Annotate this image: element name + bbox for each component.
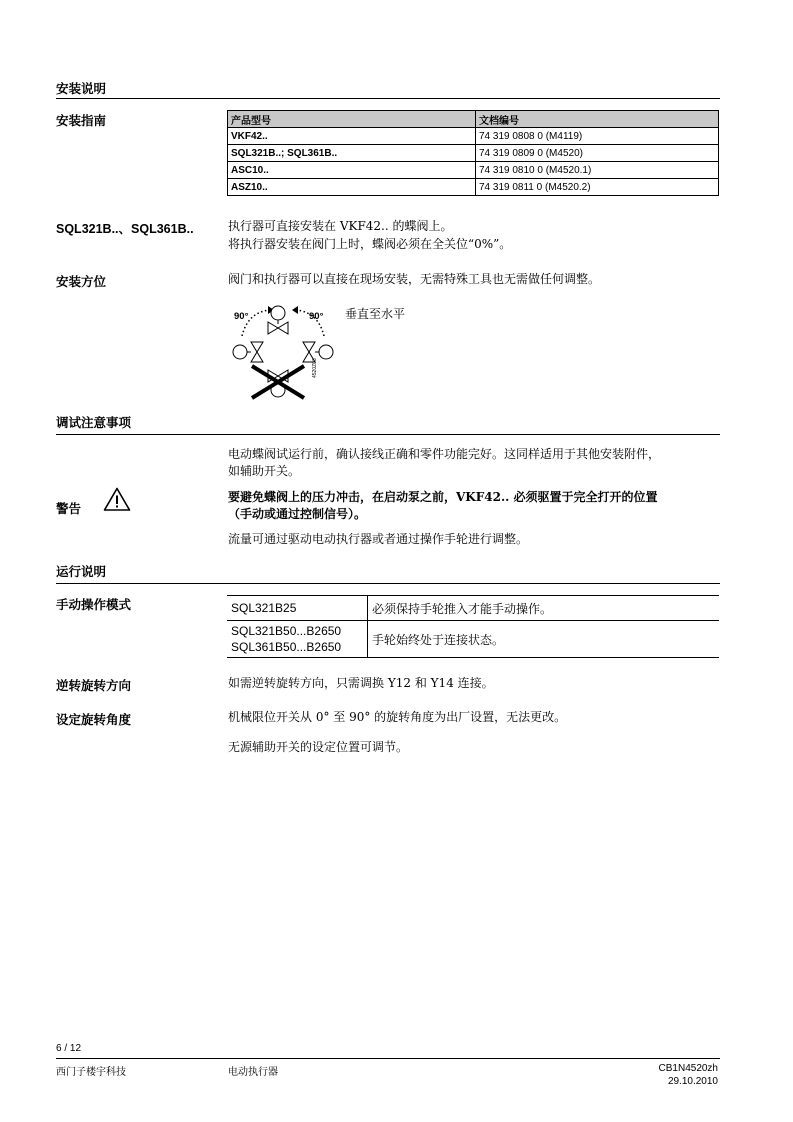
right-arc-arrowhead (292, 306, 298, 314)
table-row (228, 179, 719, 196)
commissioning-text-line2: 如辅助开关。 (228, 464, 301, 478)
model-line: SQL321B25 (231, 601, 297, 615)
cell-docnum: 74 319 0811 0 (M4520.2) (476, 179, 719, 196)
orientation-diagram (228, 300, 338, 400)
section-heading-operation: 运行说明 (56, 565, 107, 579)
cell-model (227, 621, 368, 658)
table-row (228, 145, 719, 162)
commissioning-text-line1: 电动蝶阀试运行前，确认接线正确和零件功能完好。这同样适用于其他安装附件， (228, 447, 661, 461)
left-valve-top (251, 342, 263, 352)
aux-switch-text: 无源辅助开关的设定位置可调节。 (228, 740, 409, 754)
manual-mode-table (227, 595, 719, 658)
top-actuator (271, 306, 285, 320)
section-heading-commissioning: 调试注意事项 (56, 416, 132, 430)
label-warning: 警告 (56, 502, 82, 516)
warning-text-line1: 要避免蝶阀上的压力冲击，在启动泵之前，VKF42.. 必须驱置于完全打开的位置 (228, 490, 658, 504)
top-valve-left (268, 322, 278, 334)
warning-icon (103, 487, 131, 512)
table-row (228, 128, 719, 145)
angle-label-left: 90° (234, 311, 249, 322)
right-valve-top (303, 342, 315, 352)
label-manual-mode: 手动操作模式 (56, 598, 132, 612)
sql-text-line1: 执行器可直接安装在 VKF42.. 的蝶阀上。 (228, 219, 453, 233)
label-sql-models: SQL321B..、SQL361B.. (56, 222, 194, 236)
label-orientation: 安装方位 (56, 275, 107, 289)
orientation-caption: 垂直至水平 (345, 307, 406, 321)
footer-divider (56, 1058, 720, 1059)
table-header-model: 产品型号 (228, 111, 476, 128)
top-valve-right (278, 322, 288, 334)
cell-docnum: 74 319 0808 0 (M4119) (476, 128, 719, 145)
label-install-guide: 安装指南 (56, 114, 107, 128)
section-divider (56, 98, 720, 99)
left-actuator (233, 345, 247, 359)
cell-description: 必须保持手轮推入才能手动操作。 (368, 596, 720, 621)
model-line: SQL361B50...B2650 (231, 640, 342, 654)
footer-company: 西门子楼宇科技 (56, 1067, 126, 1078)
right-actuator (319, 345, 333, 359)
document-table (227, 110, 719, 196)
cell-model: VKF42.. (228, 128, 476, 145)
cell-model: SQL321B..; SQL361B.. (228, 145, 476, 162)
table-row (227, 596, 719, 621)
commissioning-text-2: 流量可通过驱动电动执行器或者通过操作手轮进行调整。 (228, 532, 529, 546)
footer-product: 电动执行器 (228, 1067, 278, 1078)
footer-doc-code: CB1N4520zh (658, 1063, 718, 1074)
orientation-text: 阀门和执行器可以直接在现场安装，无需特殊工具也无需做任何调整。 (228, 272, 601, 286)
table-header-row (228, 111, 719, 128)
label-rotation-angle: 设定旋转角度 (56, 713, 132, 727)
page-number: 6 / 12 (56, 1043, 82, 1054)
cell-description: 手轮始终处于连接状态。 (368, 621, 720, 658)
section-divider (56, 583, 720, 584)
cell-docnum: 74 319 0810 0 (M4520.1) (476, 162, 719, 179)
reverse-direction-text: 如需逆转旋转方向，只需调换 Y12 和 Y14 连接。 (228, 676, 494, 690)
sql-text-line2: 将执行器安装在阀门上时，蝶阀必须在全关位“0%”。 (228, 237, 512, 251)
footer-date: 29.10.2010 (667, 1076, 718, 1087)
table-header-docnum: 文档编号 (476, 111, 719, 128)
cell-model: ASZ10.. (228, 179, 476, 196)
rotation-angle-text: 机械限位开关从 0° 至 90° 的旋转角度为出厂设置，无法更改。 (228, 710, 567, 724)
section-divider (56, 434, 720, 435)
cell-model: ASC10.. (228, 162, 476, 179)
warning-text-line2: （手动或通过控制信号）。 (228, 507, 367, 521)
table-row (227, 621, 719, 658)
model-line: SQL321B50...B2650 (231, 624, 342, 638)
table-row (228, 162, 719, 179)
section-heading-install: 安装说明 (56, 82, 107, 96)
label-reverse-direction: 逆转旋转方向 (56, 679, 132, 693)
cell-docnum: 74 319 0809 0 (M4520) (476, 145, 719, 162)
angle-label-right: 90° (309, 311, 324, 322)
diagram-code: 4520Z03 (312, 358, 318, 378)
cell-model (227, 596, 368, 621)
left-valve-bottom (251, 352, 263, 362)
